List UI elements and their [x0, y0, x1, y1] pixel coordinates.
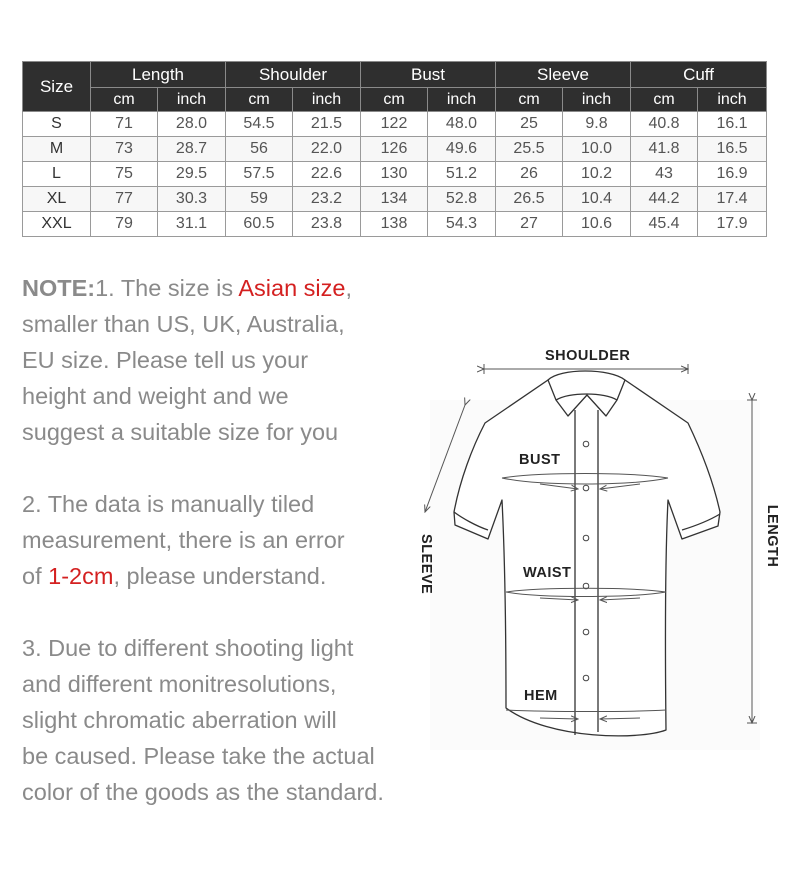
table-cell: 27 [496, 212, 563, 237]
table-cell: 10.4 [563, 187, 631, 212]
note-1-text: 1. The size is [95, 275, 239, 301]
shirt-illustration [410, 340, 790, 760]
table-cell: 122 [361, 112, 428, 137]
table-cell: 59 [226, 187, 293, 212]
table-cell: 40.8 [631, 112, 698, 137]
unit-header: cm [496, 88, 563, 112]
cuff-group-header: Cuff [631, 62, 767, 88]
table-cell: 30.3 [158, 187, 226, 212]
length-group-header: Length [91, 62, 226, 88]
table-cell: 54.5 [226, 112, 293, 137]
sleeve-group-header: Sleeve [496, 62, 631, 88]
note-2-text: of [22, 563, 49, 589]
table-cell: 26.5 [496, 187, 563, 212]
table-cell: 31.1 [158, 212, 226, 237]
table-cell: 17.9 [698, 212, 767, 237]
hem-label: HEM [524, 688, 558, 704]
table-row [23, 112, 767, 137]
note-2-text: 2. The data is manually tiled [22, 491, 315, 517]
note-2-text: , please understand. [113, 563, 327, 589]
note-1-text: smaller than US, UK, Australia, [22, 311, 345, 337]
table-cell: 22.0 [293, 137, 361, 162]
table-cell: 29.5 [158, 162, 226, 187]
table-cell: 77 [91, 187, 158, 212]
note-3-text: color of the goods as the standard. [22, 779, 384, 805]
table-cell: 51.2 [428, 162, 496, 187]
length-label: LENGTH [764, 504, 780, 568]
table-cell: 28.7 [158, 137, 226, 162]
size-cell: XXL [23, 212, 91, 237]
table-cell: 16.5 [698, 137, 767, 162]
table-cell: 16.1 [698, 112, 767, 137]
table-cell: 26 [496, 162, 563, 187]
table-cell: 54.3 [428, 212, 496, 237]
table-cell: 23.2 [293, 187, 361, 212]
table-cell: 43 [631, 162, 698, 187]
table-cell: 25.5 [496, 137, 563, 162]
shoulder-label: SHOULDER [545, 348, 631, 364]
table-cell: 134 [361, 187, 428, 212]
unit-header: inch [158, 88, 226, 112]
table-cell: 10.0 [563, 137, 631, 162]
table-cell: 75 [91, 162, 158, 187]
table-cell: 52.8 [428, 187, 496, 212]
unit-header: cm [226, 88, 293, 112]
table-cell: 49.6 [428, 137, 496, 162]
table-row [23, 212, 767, 237]
table-cell: 56 [226, 137, 293, 162]
note-2-text: measurement, there is an error [22, 527, 345, 553]
table-cell: 23.8 [293, 212, 361, 237]
table-cell: 71 [91, 112, 158, 137]
note-3-text: slight chromatic aberration will [22, 707, 337, 733]
note-1-text: height and weight and we [22, 383, 289, 409]
waist-label: WAIST [523, 565, 572, 581]
table-cell: 45.4 [631, 212, 698, 237]
table-cell: 22.6 [293, 162, 361, 187]
note-3 [22, 630, 452, 810]
note-1-text: EU size. Please tell us your [22, 347, 309, 373]
shirt-measurement-diagram [410, 340, 790, 760]
table-cell: 21.5 [293, 112, 361, 137]
table-cell: 73 [91, 137, 158, 162]
table-row [23, 162, 767, 187]
unit-header: inch [428, 88, 496, 112]
size-cell: S [23, 112, 91, 137]
table-cell: 48.0 [428, 112, 496, 137]
table-cell: 79 [91, 212, 158, 237]
size-chart-table [22, 61, 767, 237]
table-cell: 16.9 [698, 162, 767, 187]
unit-header: inch [293, 88, 361, 112]
note-3-text: be caused. Please take the actual [22, 743, 375, 769]
note-1 [22, 270, 452, 450]
table-cell: 9.8 [563, 112, 631, 137]
unit-header: cm [91, 88, 158, 112]
table-row [23, 187, 767, 212]
sleeve-label: SLEEVE [418, 534, 434, 595]
size-cell: M [23, 137, 91, 162]
unit-header: cm [361, 88, 428, 112]
table-row [23, 137, 767, 162]
unit-header: cm [631, 88, 698, 112]
note-3-text: 3. Due to different shooting light [22, 635, 354, 661]
table-cell: 10.2 [563, 162, 631, 187]
table-cell: 28.0 [158, 112, 226, 137]
table-cell: 126 [361, 137, 428, 162]
table-cell: 60.5 [226, 212, 293, 237]
table-cell: 138 [361, 212, 428, 237]
note-2 [22, 486, 452, 594]
size-notes [22, 270, 452, 846]
bust-group-header: Bust [361, 62, 496, 88]
unit-header: inch [563, 88, 631, 112]
table-cell: 41.8 [631, 137, 698, 162]
table-cell: 10.6 [563, 212, 631, 237]
table-cell: 130 [361, 162, 428, 187]
size-cell: L [23, 162, 91, 187]
unit-header: inch [698, 88, 767, 112]
table-cell: 25 [496, 112, 563, 137]
bust-label: BUST [519, 452, 561, 468]
table-cell: 44.2 [631, 187, 698, 212]
size-cell: XL [23, 187, 91, 212]
note-3-text: and different monitresolutions, [22, 671, 337, 697]
table-cell: 17.4 [698, 187, 767, 212]
note-1-text: , [345, 275, 352, 301]
size-column-header: Size [23, 62, 91, 112]
note-1-text: suggest a suitable size for you [22, 419, 339, 445]
shoulder-group-header: Shoulder [226, 62, 361, 88]
asian-size-highlight: Asian size [238, 275, 346, 301]
table-cell: 57.5 [226, 162, 293, 187]
error-range-highlight: 1-2cm [48, 563, 114, 589]
note-label: NOTE: [22, 275, 96, 301]
